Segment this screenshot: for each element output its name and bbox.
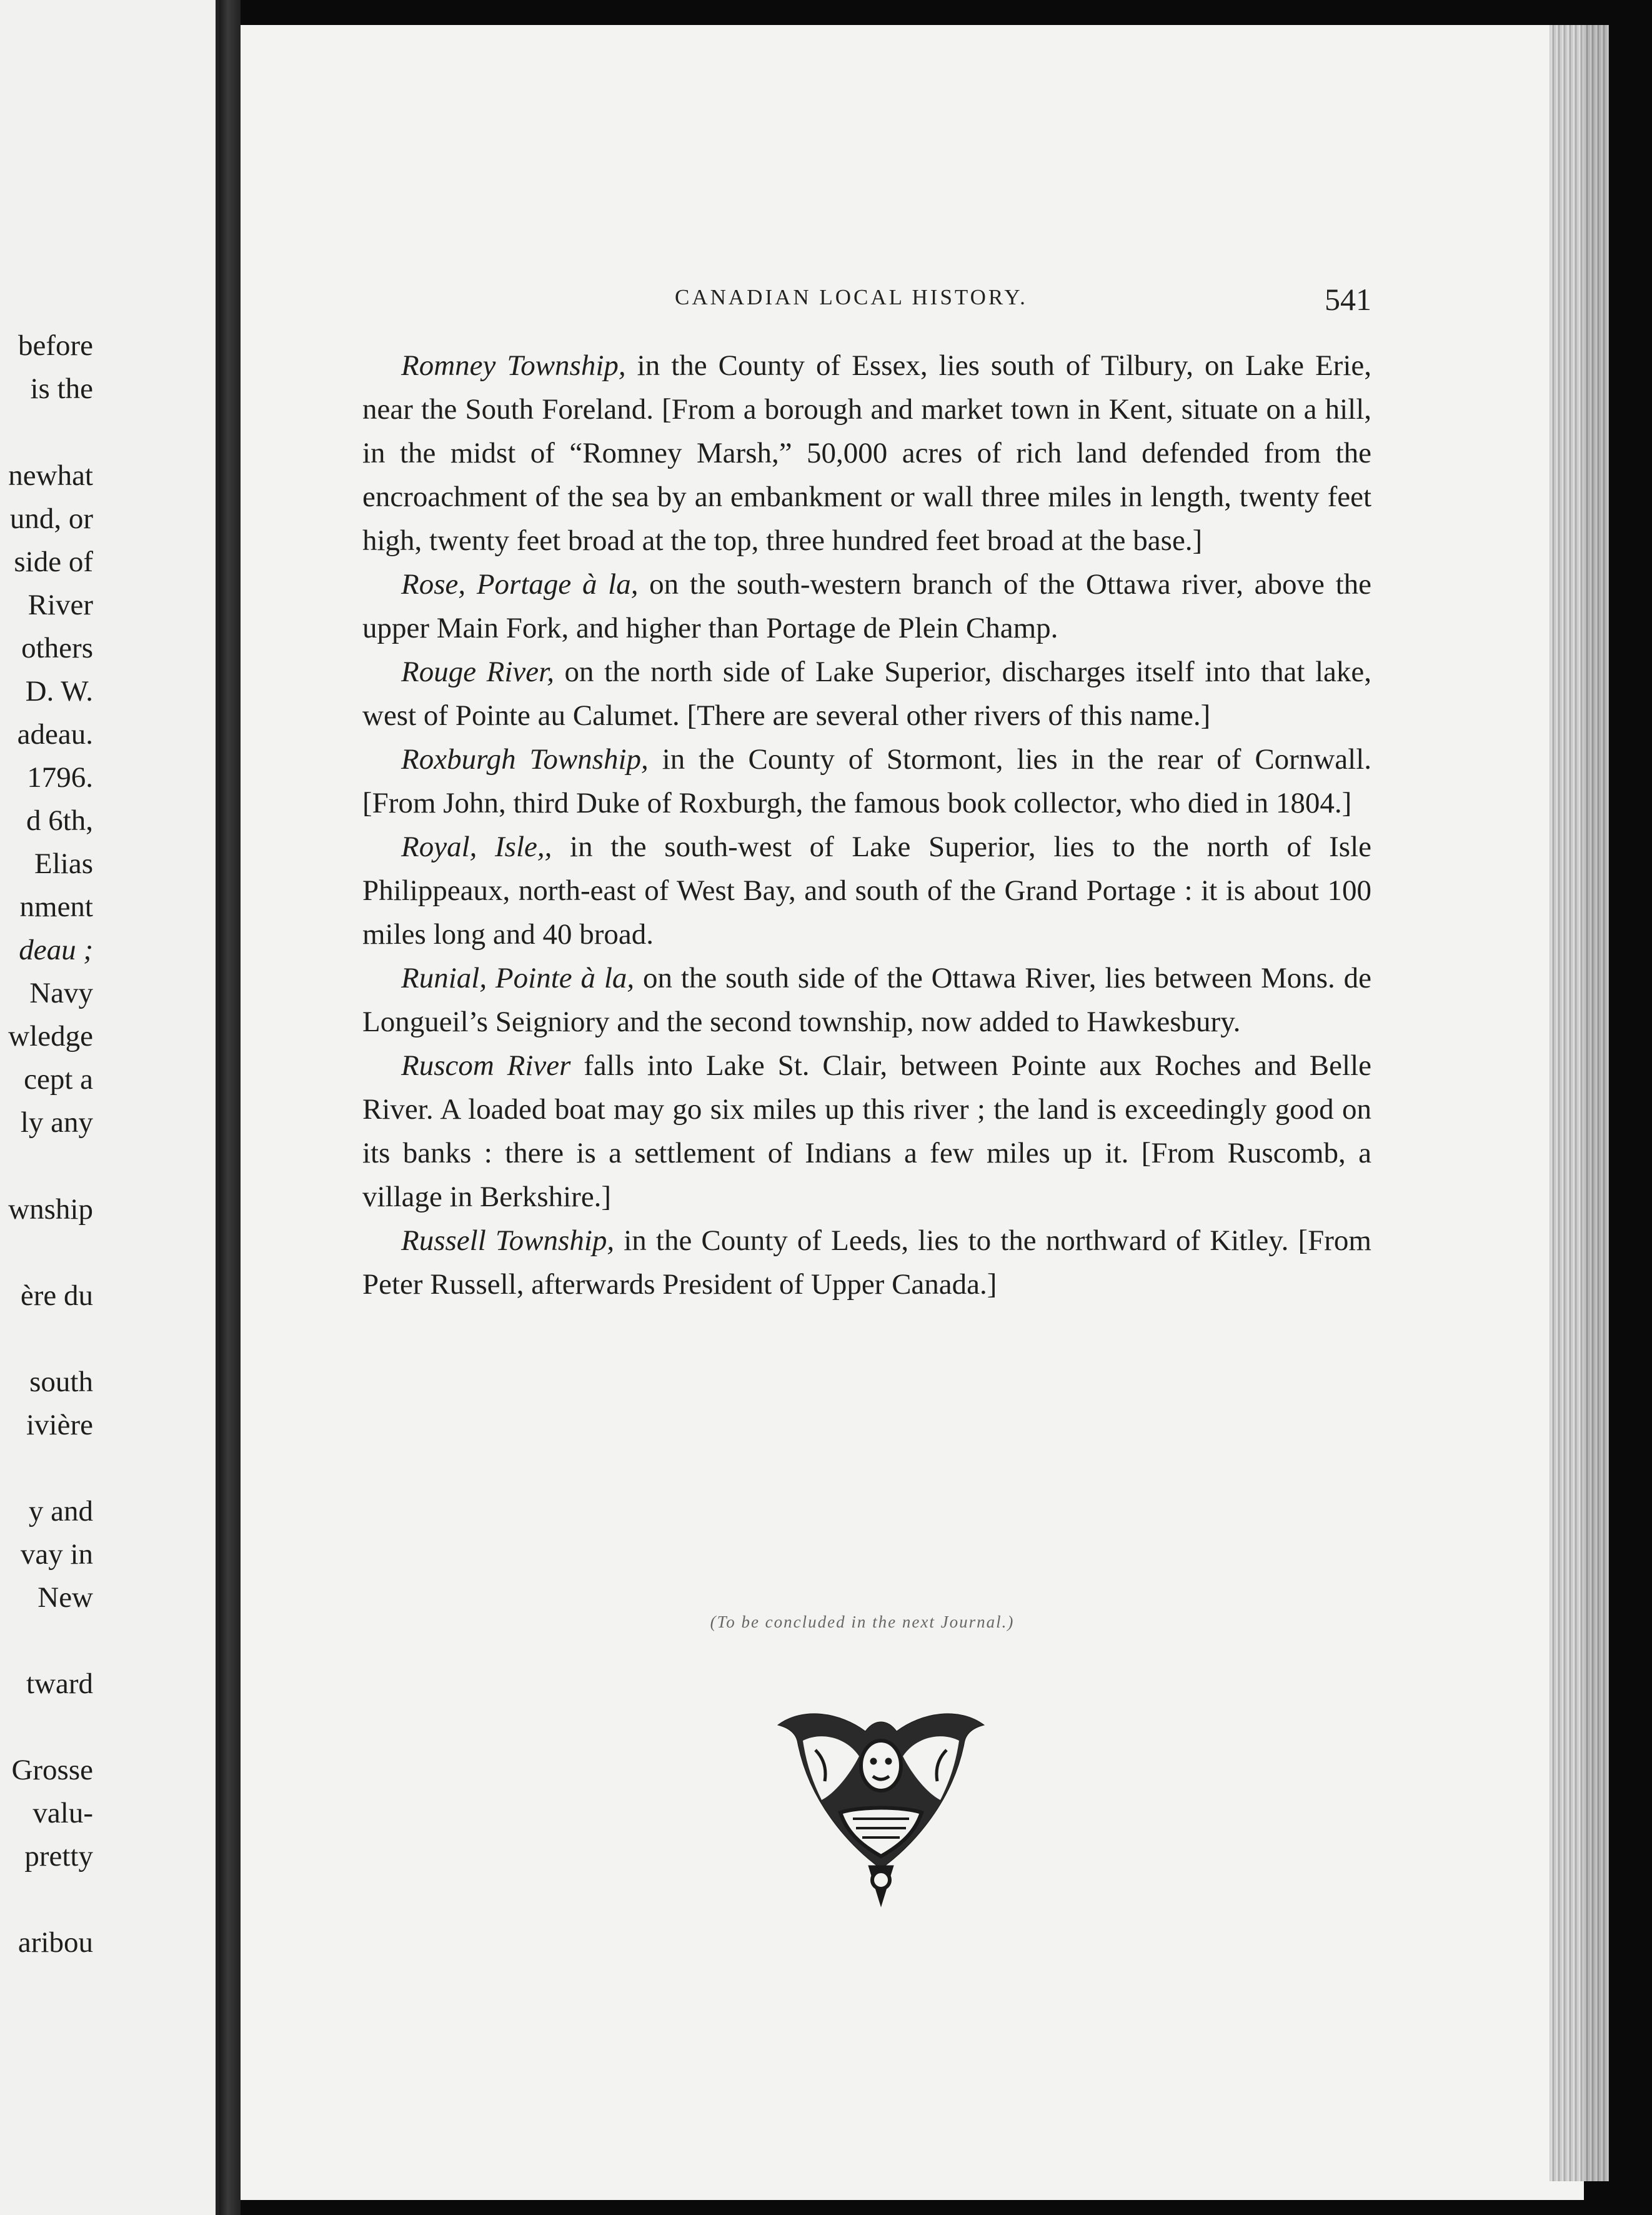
page-edges xyxy=(1550,25,1609,2181)
left-page-line: aribou xyxy=(17,1926,93,1959)
left-page-line: newhat xyxy=(8,459,93,492)
gazetteer-entry xyxy=(362,650,1371,738)
gazetteer-entry xyxy=(362,956,1371,1044)
gazetteer-entry xyxy=(362,562,1371,650)
entry-term: Royal, Isle,, xyxy=(401,831,552,863)
book-gutter xyxy=(219,0,241,2215)
left-page-line: New xyxy=(37,1581,93,1614)
entry-term: Rose, Portage à la, xyxy=(401,568,639,601)
page-number: 541 xyxy=(1325,282,1371,317)
left-page-line: und, or xyxy=(9,502,93,535)
left-page-line: wnship xyxy=(8,1193,93,1226)
left-page-line: D. W. xyxy=(25,675,93,708)
entry-term: Romney Township, xyxy=(401,349,626,382)
left-page-line: is the xyxy=(30,372,93,405)
ornamental-tailpiece-icon xyxy=(765,1706,997,1912)
left-page-line: side of xyxy=(14,546,93,578)
entry-text: on the south side of the Ottawa River, lies between Mons. de Longueil’s Seigniory and the second township, now added to Hawkesbury. xyxy=(362,962,1371,1038)
page-header xyxy=(241,281,1371,325)
entry-text: in the County of Stormont, lies in the rear of Cornwall. [From John, third Duke of Roxburgh, the famous book collector, who died in 1804.] xyxy=(362,743,1372,819)
left-page-line: valu- xyxy=(32,1797,93,1829)
left-page-line: cept a xyxy=(24,1063,93,1096)
gazetteer-entry xyxy=(362,344,1371,562)
left-page-line: others xyxy=(21,632,93,664)
entry-term: Roxburgh Township, xyxy=(401,743,649,776)
left-page-line: south xyxy=(29,1366,93,1398)
gazetteer-entry xyxy=(362,738,1371,825)
left-page-line: pretty xyxy=(24,1840,93,1872)
left-page-line: deau ; xyxy=(19,934,93,966)
page-body xyxy=(362,344,1371,1306)
entry-text: in the south-west of Lake Superior, lies to the north of Isle Philippeaux, north-east of West Bay, and south of the Grand Portage : it is about 100 miles long and 40 broad. xyxy=(362,831,1371,951)
left-page-line: y and xyxy=(28,1495,93,1528)
entry-term: Ruscom River xyxy=(401,1049,571,1082)
gazetteer-entry xyxy=(362,825,1371,956)
left-page-line: vay in xyxy=(20,1538,93,1571)
entry-text: falls into Lake St. Clair, between Pointe aux Roches and Belle River. A loaded boat may go six miles up this river ; the land is exceedingly good on its banks : there is a settlement of Indians a few miles up it. [From Ruscomb, a village in Berkshire.] xyxy=(362,1049,1371,1213)
entry-term: Russell Township, xyxy=(401,1224,615,1257)
left-page-line: Navy xyxy=(29,977,93,1009)
left-page-fragment xyxy=(0,0,219,2215)
entry-text: in the County of Leeds, lies to the northward of Kitley. [From Peter Russell, afterwards President of Upper Canada.] xyxy=(362,1224,1371,1301)
left-page-line: ly any xyxy=(20,1106,93,1139)
left-page-line: tward xyxy=(26,1668,93,1700)
entry-text: on the north side of Lake Superior, discharges itself into that lake, west of Pointe au Calumet. [There are several other rivers of this name.] xyxy=(362,656,1372,732)
left-page-line: d 6th, xyxy=(26,804,93,837)
left-page-line: before xyxy=(17,329,93,362)
right-page xyxy=(241,25,1584,2200)
left-page-line: adeau. xyxy=(17,718,93,751)
left-page-line: Elias xyxy=(34,848,93,880)
entry-term: Rouge River, xyxy=(401,656,554,688)
left-page-line: River xyxy=(27,589,93,621)
continued-note: (To be concluded in the next Journal.) xyxy=(710,1612,1015,1631)
gazetteer-entry xyxy=(362,1044,1371,1219)
left-page-line: ère du xyxy=(20,1279,93,1312)
left-page-line: Grosse xyxy=(11,1754,93,1786)
left-page-line: ivière xyxy=(26,1409,93,1441)
left-page-line: nment xyxy=(19,891,93,923)
left-page-line: wledge xyxy=(8,1020,93,1052)
entry-term: Runial, Pointe à la, xyxy=(401,962,635,994)
gazetteer-entry xyxy=(362,1219,1371,1306)
entry-text: on the south-western branch of the Ottawa river, above the upper Main Fork, and higher than Portage de Plein Champ. xyxy=(362,568,1372,644)
entry-text: in the County of Essex, lies south of Tilbury, on Lake Erie, near the South Foreland. [From a borough and market town in Kent, situate on a hill, in the midst of “Romney Marsh,” 50,000 acres of rich land defended from the encroachment of the sea by an embankment or wall three miles in length, twenty feet high, twenty feet broad at the top, three hundred feet broad at the base.] xyxy=(362,349,1371,557)
running-head: CANADIAN LOCAL HISTORY. xyxy=(675,285,1028,309)
left-page-line: 1796. xyxy=(27,761,93,794)
